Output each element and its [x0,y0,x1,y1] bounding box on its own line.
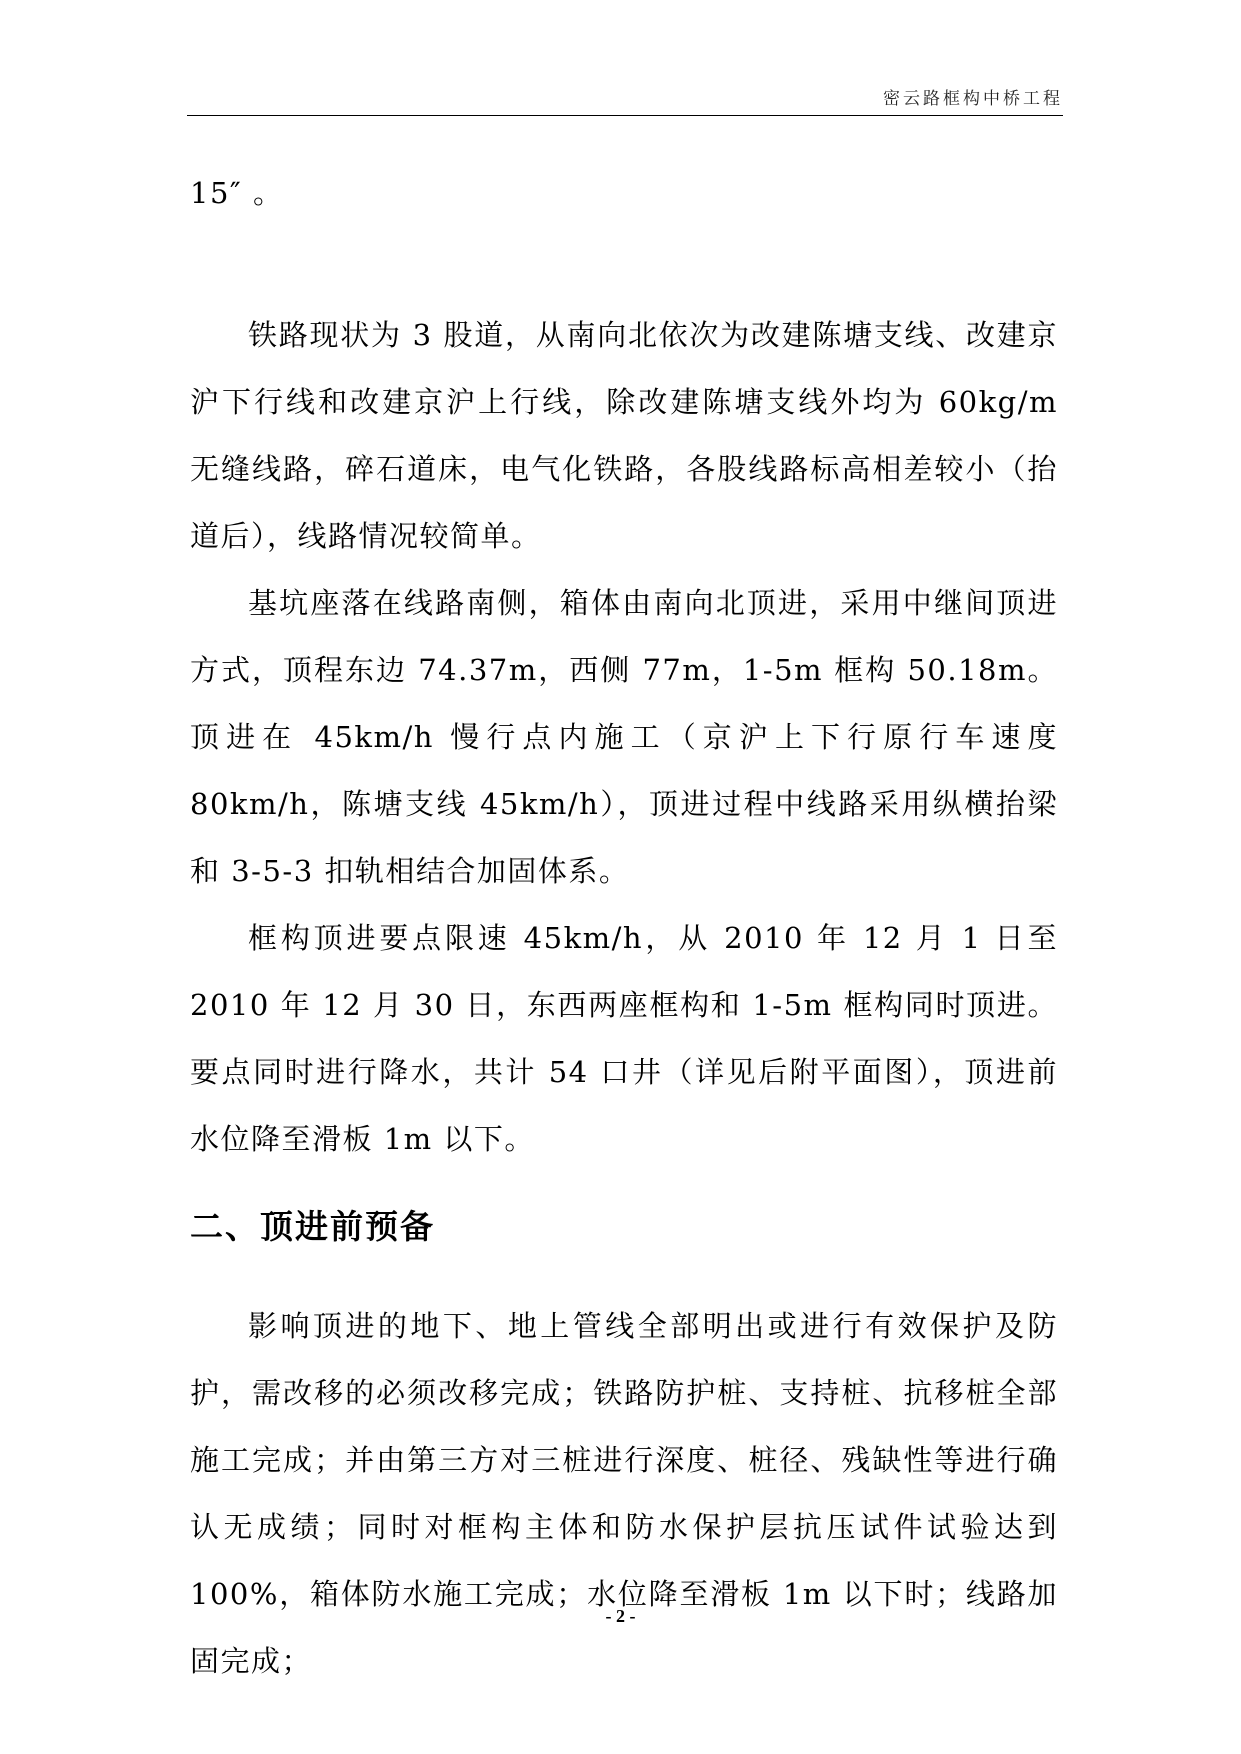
section-heading: 二、顶进前预备 [190,1207,435,1246]
header-divider [187,115,1063,116]
body-paragraph-preparation: 影响顶进的地下、地上管线全部明出或进行有效保护及防护，需改移的必须改移完成；铁路防护桩、支持桩、抗移桩全部施工完成；并由第三方对三桩进行深度、桩径、残缺性等进行确认无成绩；同时对框构主体和防水保护层抗压试件试验达到 100%，箱体防水施工完成；水位降至滑板 1m 以下时；线路加固完成； [190,1309,1058,1678]
page-header [187,84,1063,118]
body-paragraph-jacking-schedule: 框构顶进要点限速 45km/h，从 2010 年 12 月 1 日至 2010 年 12 月 30 日，东西两座框构和 1-5m 框构同时顶进。要点同时进行降水，共计 54 口井（详见后附平面图），顶进前水位降至滑板 1m 以下。 [190,921,1058,1156]
body-paragraph-continuation: 15″ 。 [190,176,284,210]
body-paragraph-railway-status: 铁路现状为 3 股道，从南向北依次为改建陈塘支线、改建京沪下行线和改建京沪上行线，除改建陈塘支线外均为 60kg/m 无缝线路，碎石道床，电气化铁路，各股线路标高相差较小（抬道后），线路情况较简单。 [190,318,1058,553]
document-body [190,160,1058,1695]
page-number: - 2 - [605,1606,636,1626]
body-paragraph-foundation-pit: 基坑座落在线路南侧，箱体由南向北顶进，采用中继间顶进方式，顶程东边 74.37m，西侧 77m，1-5m 框构 50.18m。顶进在 45km/h 慢行点内施工（京沪上下行原行车速度 80km/h，陈塘支线 45km/h），顶进过程中线路采用纵横抬梁和 3-5-3 扣轨相结合加固体系。 [190,586,1058,888]
header-title: 密云路框构中桥工程 [883,89,1063,109]
